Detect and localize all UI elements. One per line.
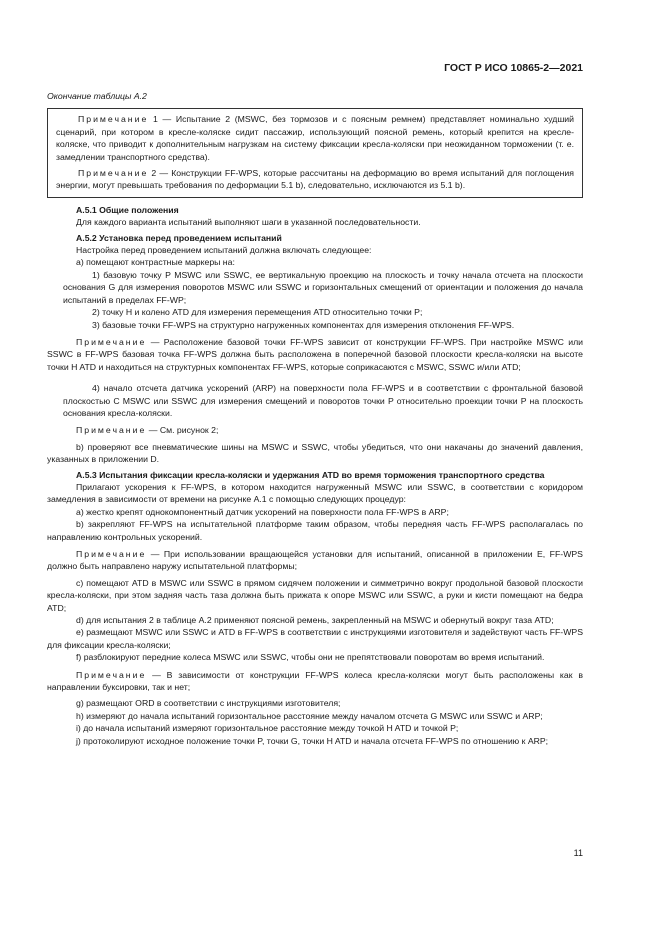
page-number: 11 [573,848,583,858]
box-note-2: Примечание 2 — Конструкции FF-WPS, которые рассчитаны на деформацию во время испытаний для поглощения энергии, могут превышать требования по деформации 5.1 b), следовательно, исключаются из 5.1 b). [56,168,574,191]
note-label: Примечание [76,669,147,680]
section-a51-title: А.5.1 Общие положения [76,204,179,215]
section-a53-intro: Прилагают ускорения к FF-WPS, в котором находится нагруженный MSWC или SSWC, в соответствии с коридором замедления в зависимости от времени на рисунке А.1 с помощью следующих процедур: [47,481,583,505]
note-label: Примечание [78,114,149,125]
list-item-c: c) помещают ATD в MSWC или SSWC в прямом сидячем положении и симметрично вокруг продольной базовой плоскости кресла-коляски, при этом задняя часть таза должна быть прижата к опоре MSWC или SSWC, а руки и кисти помещают на бедра ATD; [47,577,583,613]
document-header: ГОСТ Р ИСО 10865-2—2021 [444,62,583,74]
list-item-g: g) размещают ORD в соответствии с инструкциями изготовителя; [76,698,341,709]
list-item-a2: 2) точку H и колено ATD для измерения перемещения ATD относительно точки P; [92,307,423,318]
section-a52-intro: Настройка перед проведением испытаний должна включать следующее: [76,245,372,256]
list-item-d: d) для испытания 2 в таблице А.2 применяют поясной ремень, закрепленный на MSWC и обернутый вокруг таза ATD; [76,615,554,626]
note-label: Примечание [76,549,147,559]
list-item-b: b) закрепляют FF-WPS на испытательной платформе таким образом, чтобы передняя часть FF-WPS располагалась по направлению контрольных ускорений. [47,519,583,542]
section-a51-text: Для каждого варианта испытаний выполняют шаги в указанной последовательности. [76,217,421,228]
table-caption: Окончание таблицы А.2 [47,91,147,101]
page-content [47,90,583,747]
list-item-f: f) разблокируют передние колеса MSWC или SSWC, чтобы они не препятствовали поворотам во время испытаний. [76,652,545,663]
table-notes-box [47,108,583,197]
note-label: Примечание [76,425,147,436]
list-item-h: h) измеряют до начала испытаний горизонтальное расстояние между началом отсчета G MSWC или SSWC и ARP; [76,710,543,721]
section-a53-title: А.5.3 Испытания фиксации кресла-коляски и удержания ATD во время торможения транспортного средства [76,469,545,480]
list-item-a1: 1) базовую точку P MSWC или SSWC, ее вертикальную проекцию на плоскость и точку начала отсчета на плоскости основания G для измерения поворотов MSWC или SSWC и горизонтальных смещений от ориентации и положения до начала испытаний в пределах FF-WP; [63,269,583,305]
list-item-a: а) жестко крепят однокомпонентный датчик ускорений на поверхности пола FF-WPS в ARP; [76,506,449,517]
note-label: Примечание [78,168,149,179]
note-basepoint: Примечание — Расположение базовой точки FF-WPS зависит от конструкции FF-WPS. При настройке MSWC или SSWC в FF-WPS базовая точка FF-WPS должна быть расположена в поперечной базовой плоскости кресла-коляски на высоте точки H ATD и находиться на структурных компонентах FF-WPS, которые соприкасаются с MSWC, SSWC и/или ATD; [47,336,583,372]
section-a52-title: А.5.2 Установка перед проведением испытаний [76,232,282,243]
list-item-e: e) размещают MSWC или SSWC и ATD в FF-WPS в соответствии с инструкциями изготовителя и задействуют часть FF-WPS для фиксации кресла-коляски; [47,627,583,650]
list-item-b: b) проверяют все пневматические шины на MSWC и SSWC, чтобы убедиться, что они накачаны до значений давления, указанных в приложении D. [47,441,583,465]
list-item-j: j) протоколируют исходное положение точки P, точки G, точки H ATD и начала отсчета FF-WPS по отношению к ARP; [76,735,549,746]
list-item-i: i) до начала испытаний измеряют горизонтальное расстояние между точкой H ATD и точкой P; [76,723,459,734]
box-note-1: Примечание 1 — Испытание 2 (MSWC, без тормозов и с поясным ремнем) представляет номинально худший сценарий, при котором в кресле-коляске сидит пассажир, использующий поясной ремень, который крепится на кресле-коляске, что приводит к дополнительным нагрузкам на систему фиксации кресла-коляски при неожиданном торможении (т. е. замедлении транспортного средства). [56,114,575,162]
list-item-a: а) помещают контрастные маркеры на: [76,257,235,268]
list-item-a3: 3) базовые точки FF-WPS на структурно нагруженных компонентах для измерения отклонения FF-WPS. [92,319,515,330]
note-wheels: Примечание — В зависимости от конструкции FF-WPS колеса кресла-коляски могут быть расположены как в направлении буксировки, так и нет; [47,669,583,693]
note-rotating-rig: Примечание — При использовании вращающейся установки для испытаний, описанной в приложении E, FF-WPS должно быть направлено наружу испытательной платформы; [47,549,583,572]
list-item-a4: 4) начало отсчета датчика ускорений (ARP) на поверхности пола FF-WPS и в соответствии с фронтальной базовой плоскостью C MSWC или SSWC для измерения смещений и поворотов точки P относительно проекции точки P на плоскость основания кресла-коляски. [63,383,583,418]
note-label: Примечание [76,336,147,347]
note-figure-2: Примечание — См. рисунок 2; [76,425,219,436]
